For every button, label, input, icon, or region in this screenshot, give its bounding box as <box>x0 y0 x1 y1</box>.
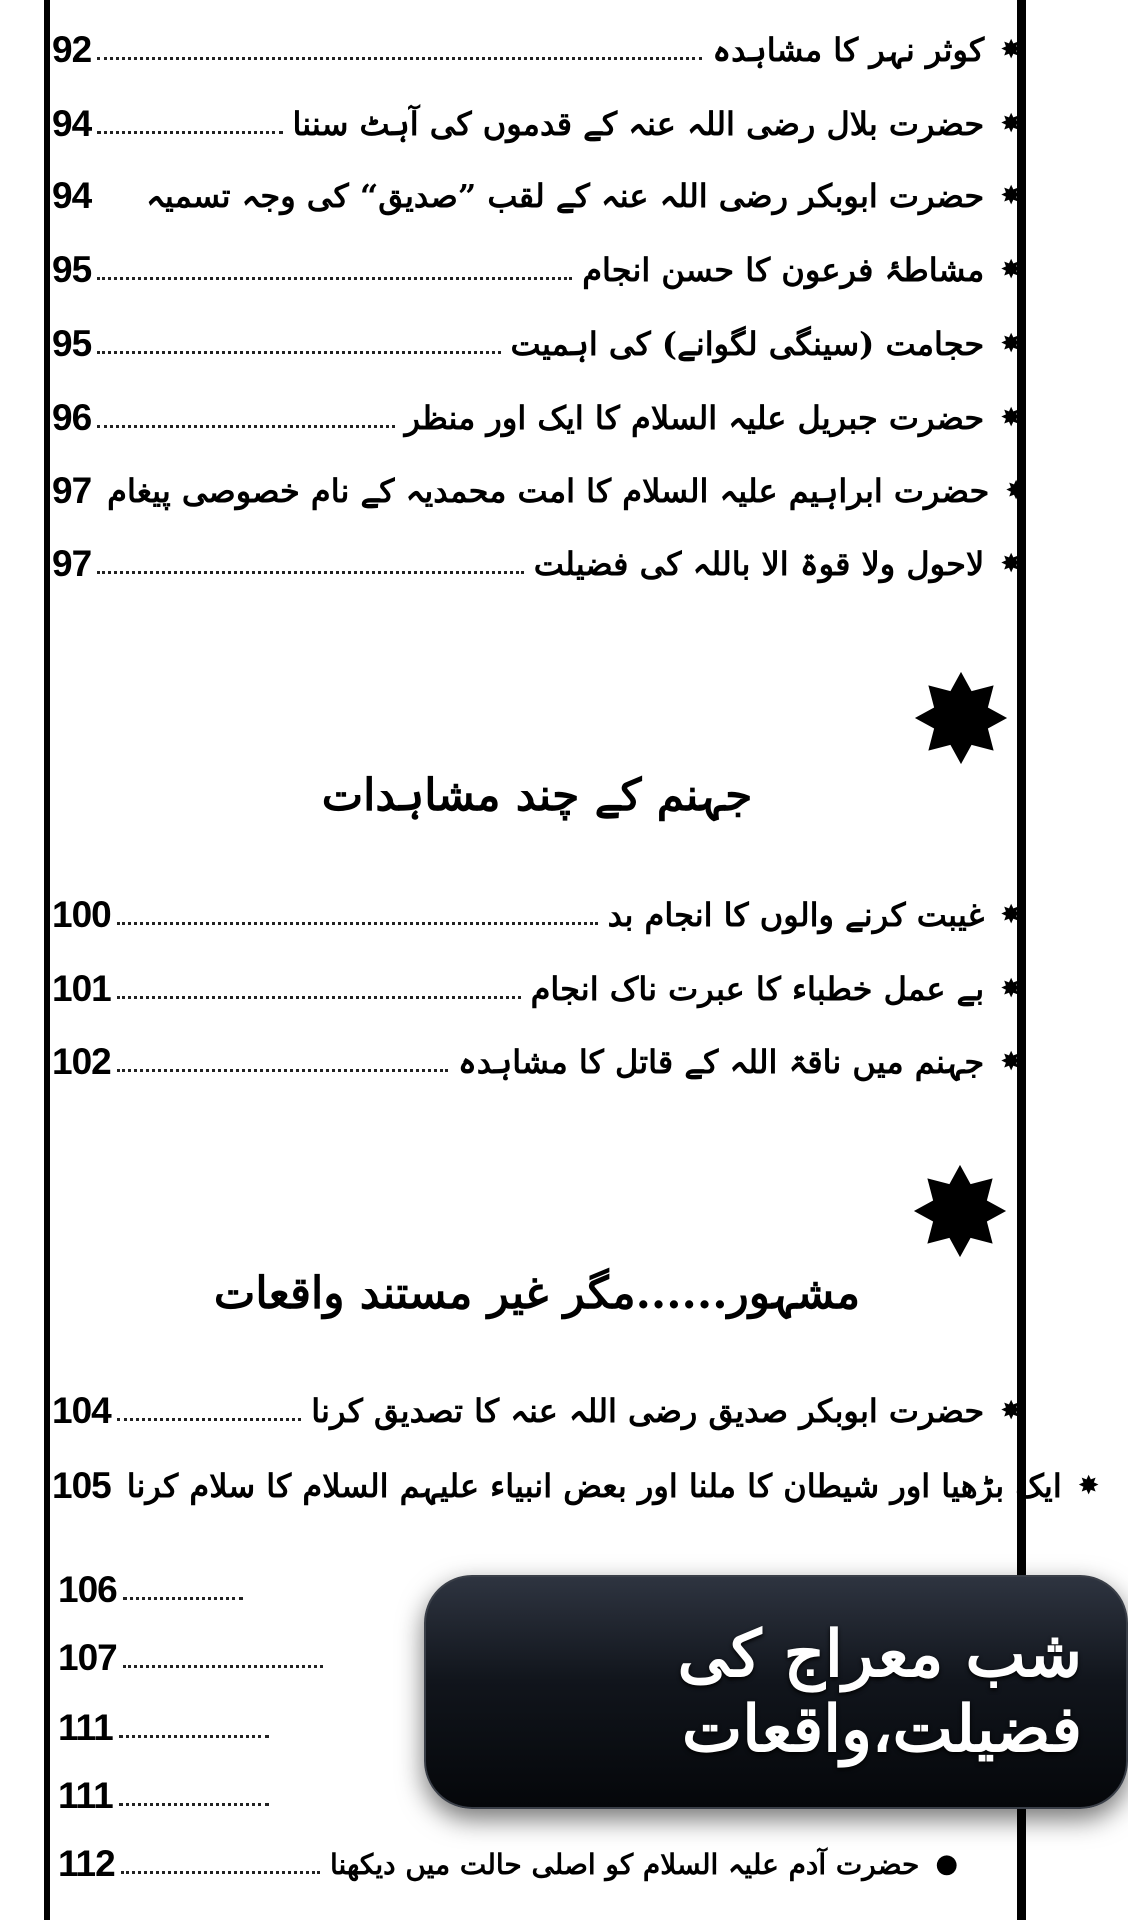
toc-row[interactable] <box>52 390 1022 446</box>
title-banner <box>424 1575 1128 1809</box>
leader-dots <box>117 920 598 925</box>
bullet-icon: ✸ <box>1000 109 1022 139</box>
toc-row[interactable] <box>52 96 1022 152</box>
page-number: 94 <box>52 103 92 144</box>
leader-dots <box>117 1416 302 1421</box>
entry-title: لاحول ولا قوۃ الا باللہ کی فضیلت <box>533 545 985 583</box>
toc-row[interactable] <box>52 242 1022 298</box>
page-number: 97 <box>52 543 92 584</box>
page-number: 106 <box>58 1569 117 1610</box>
leader-dots <box>97 423 394 428</box>
banner-title: شب معراج کی فضیلت،واقعات <box>677 1617 1082 1767</box>
page-number: 95 <box>52 249 92 290</box>
entry-title: حجامت (سینگی لگوانے) کی اہمیت <box>510 325 985 363</box>
toc-row[interactable] <box>52 536 1022 592</box>
section-star-icon <box>913 670 1009 766</box>
page-number: 92 <box>52 29 92 70</box>
bullet-icon: ✸ <box>1000 255 1022 285</box>
entry-title: غیبت کرنے والوں کا انجام بد <box>607 896 985 934</box>
entry-title: ایک بڑھیا اور شیطان کا ملنا اور بعض انبیاء علیہم السلام کا سلام کرنا <box>126 1467 1062 1505</box>
bullet-icon: ✸ <box>1000 1396 1022 1426</box>
leader-dots <box>97 349 500 354</box>
toc-row[interactable] <box>58 1836 958 1892</box>
leader-dots <box>97 569 524 574</box>
leader-dots <box>97 55 702 60</box>
leader-dots <box>117 994 521 999</box>
toc-row[interactable] <box>52 1458 1100 1514</box>
bullet-icon: ✸ <box>1077 1471 1100 1501</box>
toc-row[interactable] <box>52 961 1022 1017</box>
leader-dots <box>121 1869 320 1874</box>
toc-row[interactable] <box>52 887 1022 943</box>
page-number: 107 <box>58 1637 117 1678</box>
entry-title: حضرت آدم علیہ السلام کو اصلی حالت میں دیکھنا <box>329 1847 920 1881</box>
entry-title: حضرت ابراہیم علیہ السلام کا امت محمدیہ کے نام خصوصی پیغام <box>107 472 990 510</box>
toc-row[interactable] <box>52 168 1022 224</box>
toc-row[interactable] <box>52 1034 1022 1090</box>
page-number: 97 <box>52 470 92 511</box>
page-number: 101 <box>52 968 111 1009</box>
toc-row[interactable] <box>52 22 1022 78</box>
leader-dots <box>97 129 282 134</box>
bullet-icon: ✸ <box>1000 35 1022 65</box>
leader-dots <box>97 275 572 280</box>
page-number: 94 <box>52 175 92 216</box>
bullet-icon: ✸ <box>1000 181 1022 211</box>
entry-title: حضرت ابوبکر صدیق رضی اللہ عنہ کا تصدیق کرنا <box>311 1392 985 1430</box>
page-number: 112 <box>58 1843 115 1884</box>
toc-row[interactable] <box>52 463 1028 519</box>
page-number: 96 <box>52 397 92 438</box>
entry-title: حضرت بلال رضی اللہ عنہ کے قدموں کی آہٹ سننا <box>292 105 985 143</box>
entry-title: مشاطۂ فرعون کا حسن انجام <box>582 251 985 289</box>
section-heading: مشہور......مگر غیر مستند واقعات <box>213 1268 861 1319</box>
page-number: 111 <box>58 1775 113 1816</box>
bullet-icon: ✸ <box>1000 1047 1022 1077</box>
entry-title: بے عمل خطباء کا عبرت ناک انجام <box>530 970 985 1008</box>
entry-title: کوثر نہر کا مشاہدہ <box>712 31 985 69</box>
leader-dots <box>119 1801 269 1806</box>
entry-title: جہنم میں ناقۃ اللہ کے قاتل کا مشاہدہ <box>458 1043 985 1081</box>
bullet-icon: ✸ <box>1000 403 1022 433</box>
page-number: 100 <box>52 894 111 935</box>
leader-dots <box>97 201 136 206</box>
leader-dots <box>117 1067 448 1072</box>
page-number: 105 <box>52 1465 111 1506</box>
bullet-icon: ✸ <box>1000 900 1022 930</box>
toc-row[interactable] <box>52 316 1022 372</box>
page-number: 111 <box>58 1707 113 1748</box>
leader-dots <box>119 1733 269 1738</box>
page-number: 95 <box>52 323 92 364</box>
toc-row[interactable] <box>52 1383 1022 1439</box>
leader-dots <box>123 1595 243 1600</box>
bullet-icon: ● <box>935 1849 958 1879</box>
page-number: 104 <box>52 1390 111 1431</box>
entry-title: حضرت ابوبکر رضی اللہ عنہ کے لقب ”صدیق“ کی وجہ تسمیہ <box>146 177 985 215</box>
entry-title: حضرت جبریل علیہ السلام کا ایک اور منظر <box>404 399 985 437</box>
bullet-icon: ✸ <box>1000 549 1022 579</box>
leader-dots <box>123 1663 323 1668</box>
bullet-icon: ✸ <box>1005 476 1028 506</box>
bullet-icon: ✸ <box>1000 974 1022 1004</box>
page-number: 102 <box>52 1041 111 1082</box>
section-star-icon <box>912 1163 1008 1259</box>
bullet-icon: ✸ <box>1000 329 1022 359</box>
section-heading: جہنم کے چند مشاہدات <box>321 770 753 821</box>
